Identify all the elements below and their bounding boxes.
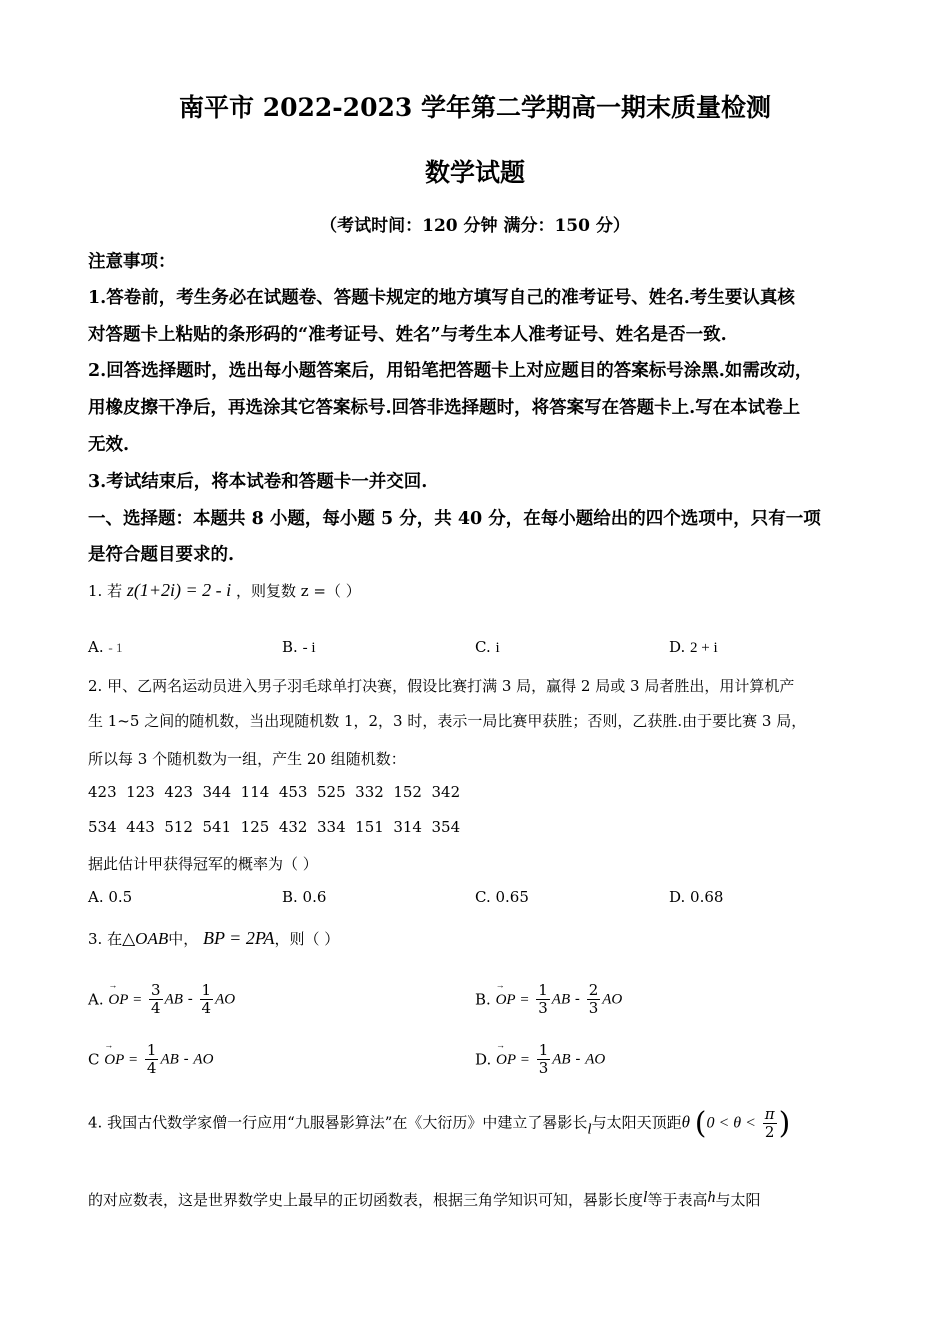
q2-line-3: 所以每 3 个随机数为一组，产生 20 组随机数：: [88, 750, 406, 768]
q3-option-b: B. → OP = $\frac{1}{3}$ AB - $\frac{2}{3}$ AO: [475, 982, 622, 1017]
q2-option-c: C. 0.65: [475, 888, 529, 906]
section-1-line-2: 是符合题目要求的.: [88, 545, 235, 565]
exam-title: 南平市 2022-2023 学年第二学期高一期末质量检测: [179, 93, 771, 122]
exam-info: （考试时间：120 分钟 满分：150 分）: [320, 216, 630, 236]
q3-option-d: D. → OP = $\frac{1}{3}$ AB - AO: [475, 1042, 605, 1077]
question-1: 1. 若 z(1+2i) = 2 - i ，则复数 z =（ ）: [88, 580, 361, 600]
q3-option-a: A. → OP = $\frac{3}{4}$ AB - $\frac{1}{4}$ AO: [88, 982, 235, 1017]
q2-question: 据此估计甲获得冠军的概率为（ ）: [88, 855, 318, 873]
section-1-line-1: 一、选择题：本题共 8 小题，每小题 5 分，共 40 分，在每小题给出的四个选项中，只有一项: [88, 509, 821, 529]
q3-option-c: C → OP = $\frac{1}{4}$ AB - AO: [88, 1042, 213, 1077]
q2-line-1: 2. 甲、乙两名运动员进入男子羽毛球单打决赛，假设比赛打满 3 局，赢得 2 局或 3 局者胜出，用计算机产: [88, 677, 795, 695]
notice-heading: 注意事项：: [88, 252, 176, 272]
q2-random-numbers-row-2: 534 443 512 541 125 432 334 151 314 354: [88, 818, 461, 836]
q4-line-1: 4. 我国古代数学家僧一行应用“九服晷影算法”在《大衍历》中建立了晷影长l与太阳天顶距θ (0 < θ < $\frac{\pi}{2}$ ): [88, 1105, 791, 1141]
q1-option-c: C. i: [475, 638, 500, 656]
subject-title: 数学试题: [424, 158, 525, 187]
notice-item-2-line-3: 无效.: [88, 435, 130, 455]
notice-item-2-line-1: 2.回答选择题时，选出每小题答案后，用铅笔把答题卡上对应题目的答案标号涂黑.如需改动，: [88, 361, 813, 381]
notice-item-3: 3.考试结束后，将本试卷和答题卡一并交回.: [88, 472, 428, 492]
notice-item-1-line-1: 1.答卷前，考生务必在试题卷、答题卡规定的地方填写自己的准考证号、姓名.考生要认真核: [88, 288, 795, 308]
q2-option-a: A. 0.5: [88, 888, 133, 906]
notice-item-2-line-2: 用橡皮擦干净后，再选涂其它答案标号.回答非选择题时，将答案写在答题卡上.写在本试卷上: [88, 398, 801, 418]
question-3: 3. 在△OAB中， BP = 2PA，则（ ）: [88, 928, 340, 948]
q2-line-2: 生 1~5 之间的随机数，当出现随机数 1，2，3 时，表示一局比赛甲获胜；否则，乙获胜.由于要比赛 3 局，: [88, 712, 807, 730]
q4-line-2: 的对应数表，这是世界数学史上最早的正切函数表，根据三角学知识可知，晷影长度l等于表高h与太阳: [88, 1189, 761, 1209]
q1-option-b: B. - i: [282, 638, 316, 656]
q1-equation: z(1+2i) = 2 - i: [126, 580, 232, 600]
q1-option-a: A. - 1: [88, 638, 123, 656]
q2-random-numbers-row-1: 423 123 423 344 114 453 525 332 152 342: [88, 783, 461, 801]
q2-option-d: D. 0.68: [669, 888, 724, 906]
q2-option-b: B. 0.6: [282, 888, 327, 906]
notice-item-1-line-2: 对答题卡上粘贴的条形码的“准考证号、姓名”与考生本人准考证号、姓名是否一致.: [88, 325, 727, 345]
q1-option-d: D. 2 + i: [669, 638, 718, 656]
